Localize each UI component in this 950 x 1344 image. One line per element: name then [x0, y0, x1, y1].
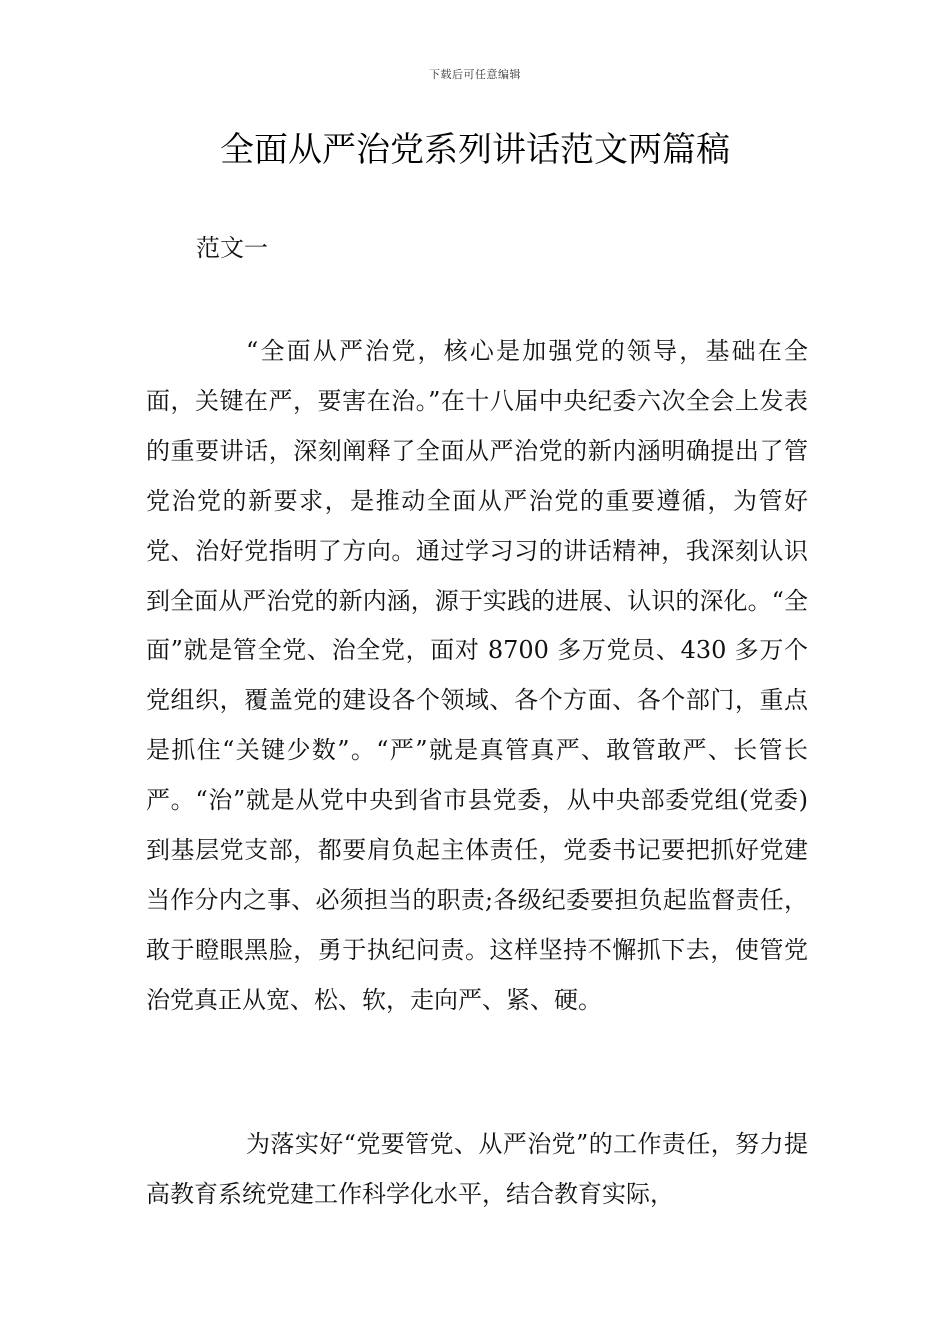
document-title: 全面从严治党系列讲话范文两篇稿	[220, 130, 730, 170]
body-paragraph-2: 为落实好“党要管党、从严治党”的工作责任，努力提高教育系统党建工作科学化水平，结合教育实际，	[146, 1130, 808, 1208]
header-note: 下载后可任意编辑	[429, 68, 521, 81]
section-label: 范文一	[196, 234, 268, 262]
body-paragraph-1: “全面从严治党，核心是加强党的领导，基础在全面，关键在严，要害在治。”在十八届中央纪委六次全会上发表的重要讲话，深刻阐释了全面从严治党的新内涵明确提出了管党治党的新要求，是推动全面从严治党的重要遵循，为管好党、治好党指明了方向。通过学习习的讲话精神，我深刻认识到全面从严治党的新内涵，源于实践的进展、认识的深化。“全面”就是管全党、治全党，面对 8700 多万党员、430 多万个党组织，覆盖党的建设各个领域、各个方面、各个部门，重点是抓住“关键少数”。“严”就是真管真严、敢管敢严、长管长严。“治”就是从党中央到省市县党委，从中央部委党组(党委)到基层党支部，都要肩负起主体责任，党委书记要把抓好党建当作分内之事、必须担当的职责;各级纪委要担负起监督责任，敢于瞪眼黑脸，勇于执纪问责。这样坚持不懈抓下去，使管党治党真正从宽、松、软，走向严、紧、硬。	[146, 337, 808, 1014]
